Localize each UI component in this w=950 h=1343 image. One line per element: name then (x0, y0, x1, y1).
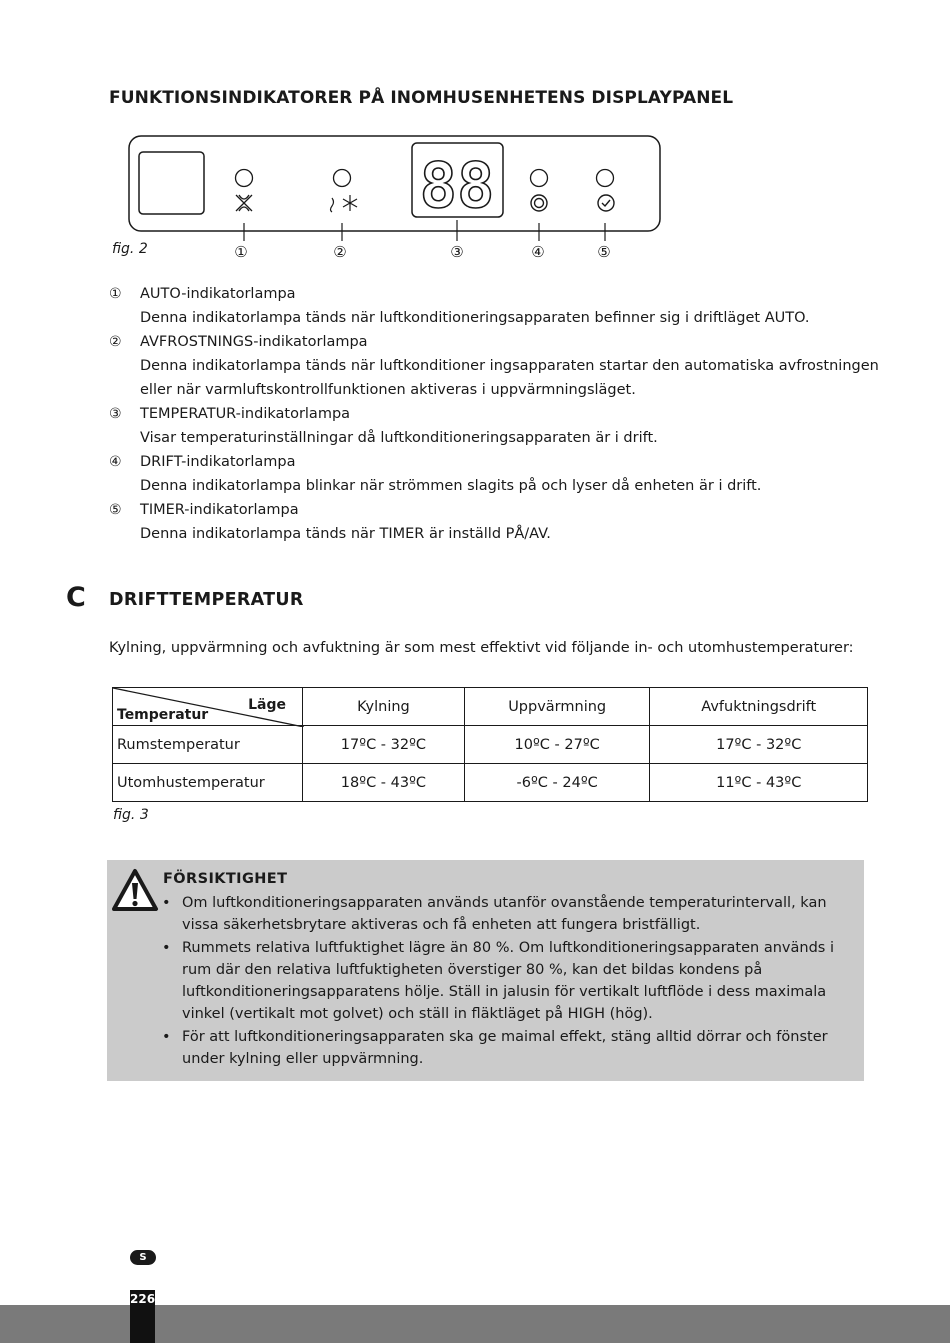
figure-2-caption: fig. 2 (112, 241, 148, 257)
table-cell: 10ºC - 27ºC (464, 726, 650, 764)
corner-label-mode: Läge (248, 697, 286, 713)
figure-3-caption: fig. 3 (113, 807, 149, 823)
list-item: • Om luftkonditioneringsapparaten används utanför ovanstående temperaturintervall, kan vissa säkerhetsbrytare aktiveras och få enheten att fungera bristfälligt. (162, 895, 827, 934)
column-header: Uppvärmning (464, 688, 650, 726)
table-corner-cell (113, 688, 303, 726)
table-cell: 18ºC - 43ºC (303, 764, 465, 802)
warning-triangle-icon (111, 868, 159, 912)
list-item: ① AUTO-indikatorlampa (109, 286, 296, 302)
list-item: ⑤ TIMER-indikatorlampa (109, 502, 299, 518)
intro-text: Kylning, uppvärmning och avfuktning är som mest effektivt vid följande in- och utomhustemperaturer: (109, 640, 854, 656)
callout-number-5: ⑤ (597, 243, 611, 261)
row-header: Rumstemperatur (113, 726, 303, 764)
corner-label-temperature: Temperatur (117, 707, 209, 723)
table-row (113, 764, 868, 802)
table-cell: 17ºC - 32ºC (650, 726, 868, 764)
table-cell: 17ºC - 32ºC (303, 726, 465, 764)
caution-title: FÖRSIKTIGHET (163, 871, 288, 887)
callout-number-3: ③ (450, 243, 464, 261)
list-item: ③ TEMPERATUR-indikatorlampa (109, 406, 351, 422)
list-item: Denna indikatorlampa blinkar när strömmen slagits på och lyser då enheten är i drift. (140, 478, 762, 494)
section-title: DRIFTTEMPERATUR (109, 590, 304, 610)
table-cell: 11ºC - 43ºC (650, 764, 868, 802)
row-header: Utomhustemperatur (113, 764, 303, 802)
page-heading: FUNKTIONSINDIKATORER PÅ INOMHUSENHETENS DISPLAYPANEL (109, 88, 734, 108)
table-header-row (113, 688, 868, 726)
callout-number-2: ② (333, 243, 347, 261)
indicator-list (109, 282, 879, 546)
timer-icon (598, 195, 614, 211)
defrost-icon (331, 195, 358, 212)
table-cell: -6ºC - 24ºC (464, 764, 650, 802)
list-item: ④ DRIFT-indikatorlampa (109, 454, 296, 470)
list-item: • Rummets relativa luftfuktighet lägre än 80 %. Om luftkonditioneringsapparaten används i rum där den relativa luftfuktigheten överstiger 80 %, kan det bildas kondens på luftkonditioneringsapparatens hölje. Ställ in jalusin för vertikalt luftflöde i dess maximala vinkel (vertikalt mot golvet) och ställ in fläktläget på HIGH (hög). (162, 939, 834, 1023)
list-item: Denna indikatorlampa tänds när TIMER är inställd PÅ/AV. (140, 526, 551, 542)
page-number: 226 (130, 1292, 156, 1306)
callout-number-1: ① (234, 243, 248, 261)
list-item: Denna indikatorlampa tänds när luftkonditioner ingsapparaten startar den automatiska avfrostningen eller när varmluftskontrollfunktionen aktiveras i uppvärmningsläget. (140, 358, 879, 398)
seven-segment-display: 88 (419, 149, 495, 222)
caution-bullets (162, 892, 862, 1070)
list-item: Denna indikatorlampa tänds när luftkonditioneringsapparaten befinner sig i driftläget AUTO. (140, 310, 810, 326)
language-badge: S (130, 1250, 156, 1265)
callout-number-4: ④ (531, 243, 545, 261)
column-header: Kylning (303, 688, 465, 726)
list-item: Visar temperaturinställningar då luftkonditioneringsapparaten är i drift. (140, 430, 658, 446)
operation-icon (531, 195, 547, 211)
temperature-table (112, 687, 868, 802)
column-header: Avfuktningsdrift (650, 688, 868, 726)
list-item: • För att luftkonditioneringsapparaten ska ge maimal effekt, stäng alltid dörrar och fönster under kylning eller uppvärmning. (162, 1028, 828, 1068)
section-letter: C (66, 582, 86, 613)
table-row (113, 726, 868, 764)
display-panel-figure (100, 128, 670, 263)
list-item: ② AVFROSTNINGS-indikatorlampa (109, 334, 368, 350)
auto-icon (236, 195, 252, 211)
